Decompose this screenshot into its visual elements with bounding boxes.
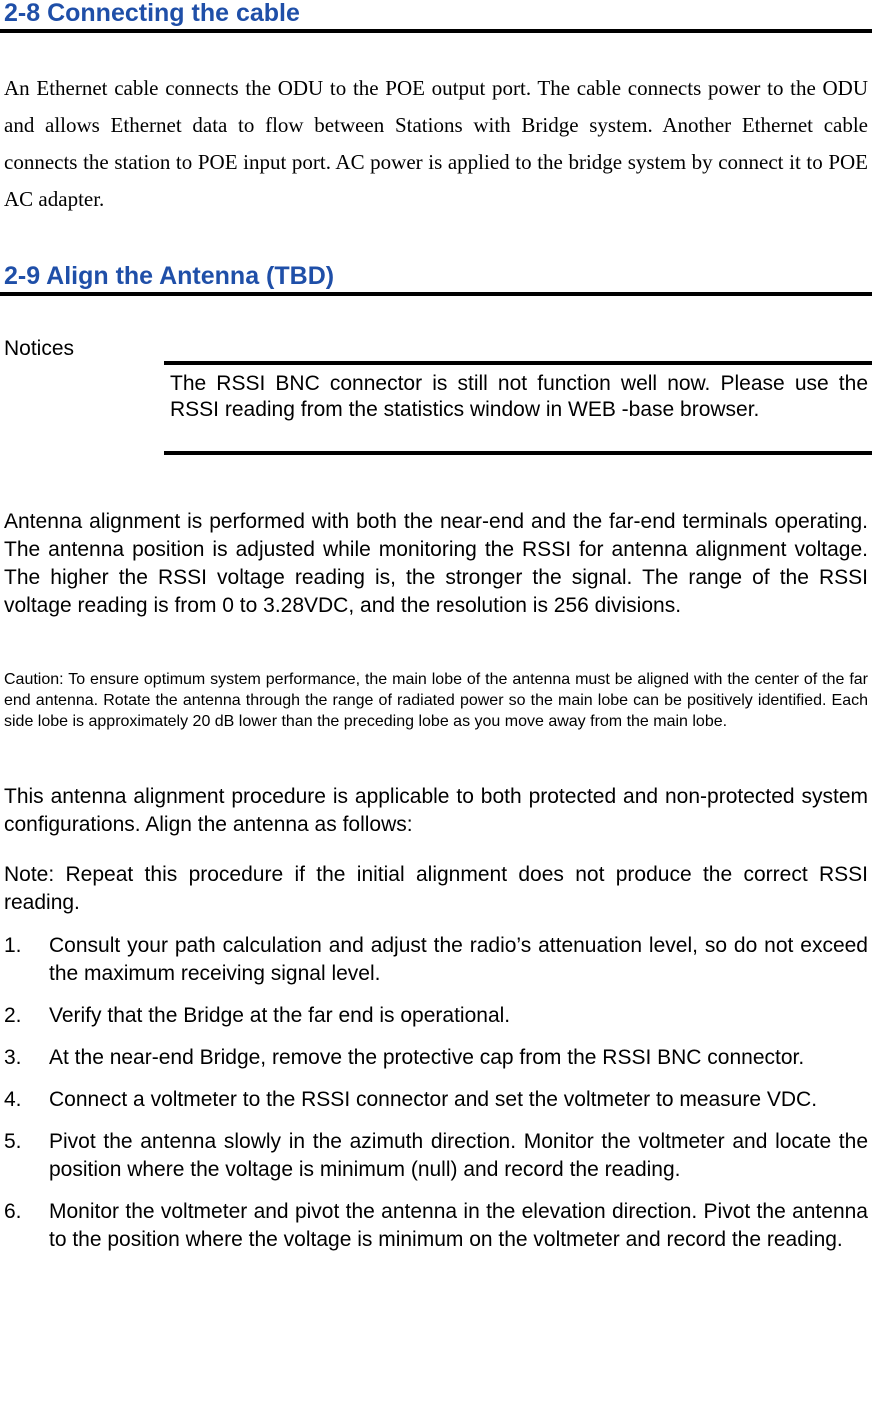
step-text: Pivot the antenna slowly in the azimuth direction. Monitor the voltmeter and locate the position where the voltage is minimum (null) and record the reading.	[49, 1130, 868, 1181]
heading-rule-2-8	[0, 29, 872, 33]
notice-box	[164, 361, 872, 455]
procedure-step-2	[4, 1002, 868, 1030]
step-text: At the near-end Bridge, remove the protective cap from the RSSI BNC connector.	[49, 1046, 805, 1069]
caution-text: Caution: To ensure optimum system performance, the main lobe of the antenna must be aligned with the center of the far end antenna. Rotate the antenna through the range of radiated power so the main lobe can be positively identified. Each side lobe is approximately 20 dB lower than the preceding lobe as you move away from the main lobe.	[4, 671, 868, 730]
antenna-alignment-intro: Antenna alignment is performed with both the near-end and the far-end terminals operating. The antenna position is adjusted while monitoring the RSSI for antenna alignment voltage. The higher the RSSI voltage reading is, the stronger the signal. The range of the RSSI voltage reading is from 0 to 3.28VDC, and the resolution is 256 divisions.	[4, 510, 868, 617]
procedure-step-1	[4, 932, 868, 988]
procedure-step-4	[4, 1086, 868, 1114]
notices-label: Notices	[4, 337, 75, 360]
step-number: 6.	[4, 1200, 22, 1223]
step-number: 3.	[4, 1046, 22, 1069]
heading-rule-2-9	[0, 292, 872, 296]
step-text: Consult your path calculation and adjust the radio’s attenuation level, so do not exceed the maximum receiving signal level.	[49, 934, 868, 985]
step-number: 4.	[4, 1088, 22, 1111]
step-text: Monitor the voltmeter and pivot the antenna in the elevation direction. Pivot the antenna to the position where the voltage is minimum on the voltmeter and record the reading.	[49, 1200, 868, 1251]
connecting-cable-paragraph: An Ethernet cable connects the ODU to the POE output port. The cable connects power to the ODU and allows Ethernet data to flow between Stations with Bridge system. Another Ethernet cable connects the station to POE input port. AC power is applied to the bridge system by connect it to POE AC adapter.	[4, 76, 868, 211]
procedure-step-6	[4, 1198, 868, 1254]
notice-text: The RSSI BNC connector is still not function well now. Please use the RSSI reading from the statistics window in WEB -base browser.	[170, 372, 868, 421]
section-heading-2-8: 2-8 Connecting the cable	[4, 0, 300, 27]
step-number: 5.	[4, 1130, 22, 1153]
section-heading-2-9: 2-9 Align the Antenna (TBD)	[4, 262, 335, 290]
procedure-step-3	[4, 1044, 868, 1072]
step-number: 1.	[4, 934, 22, 957]
procedure-step-5	[4, 1128, 868, 1184]
step-text: Connect a voltmeter to the RSSI connector and set the voltmeter to measure VDC.	[49, 1088, 818, 1111]
procedure-intro: This antenna alignment procedure is applicable to both protected and non-protected system configurations. Align the antenna as follows:	[4, 785, 868, 836]
procedure-note: Note: Repeat this procedure if the initial alignment does not produce the correct RSSI reading.	[4, 863, 868, 914]
procedure-steps	[4, 932, 868, 1268]
step-text: Verify that the Bridge at the far end is operational.	[49, 1004, 511, 1027]
step-number: 2.	[4, 1004, 22, 1027]
